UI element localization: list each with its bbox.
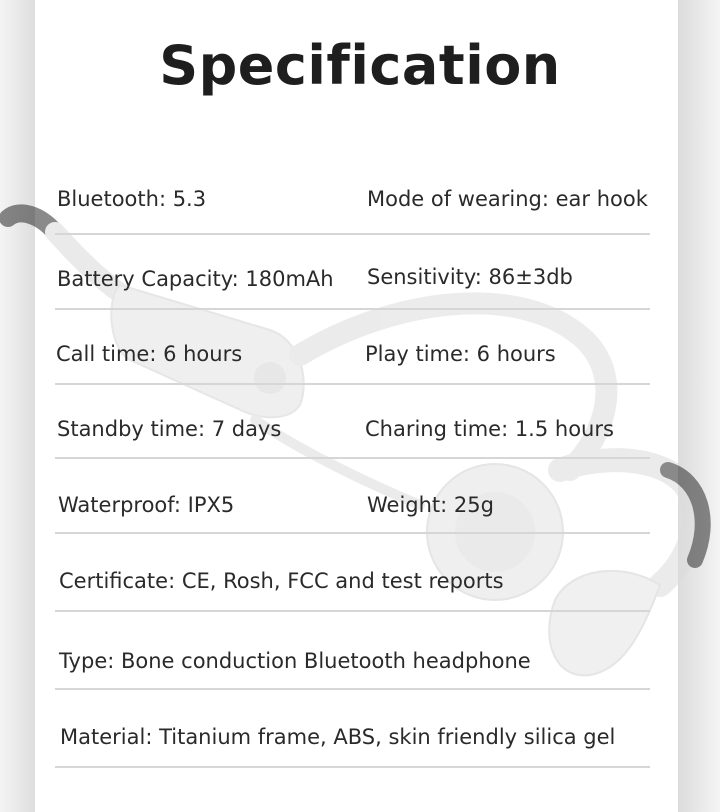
page-title: Specification — [159, 34, 561, 97]
spec-charging: Charing time: 1.5 hours — [365, 417, 614, 441]
spec-battery: Battery Capacity: 180mAh — [57, 267, 334, 291]
spec-type: Type: Bone conduction Bluetooth headphone — [59, 649, 531, 673]
spec-wearing: Mode of wearing: ear hook — [367, 187, 648, 211]
spec-play-time: Play time: 6 hours — [365, 342, 556, 366]
spec-row — [55, 550, 650, 612]
spec-standby: Standby time: 7 days — [57, 417, 282, 441]
spec-call-time: Call time: 6 hours — [56, 342, 243, 366]
spec-row — [55, 325, 650, 385]
spec-row — [55, 474, 650, 534]
spec-row — [55, 628, 650, 690]
spec-row — [55, 706, 650, 768]
spec-row — [55, 400, 650, 459]
spec-row — [55, 172, 650, 235]
spec-waterproof: Waterproof: IPX5 — [58, 493, 235, 517]
spec-bluetooth: Bluetooth: 5.3 — [57, 187, 207, 211]
spec-material: Material: Titanium frame, ABS, skin friendly silica gel — [60, 725, 616, 749]
spec-weight: Weight: 25g — [367, 493, 494, 517]
spec-sensitivity: Sensitivity: 86±3db — [367, 265, 573, 289]
spec-row — [55, 248, 650, 310]
spec-certificate: Certificate: CE, Rosh, FCC and test reports — [59, 569, 504, 593]
